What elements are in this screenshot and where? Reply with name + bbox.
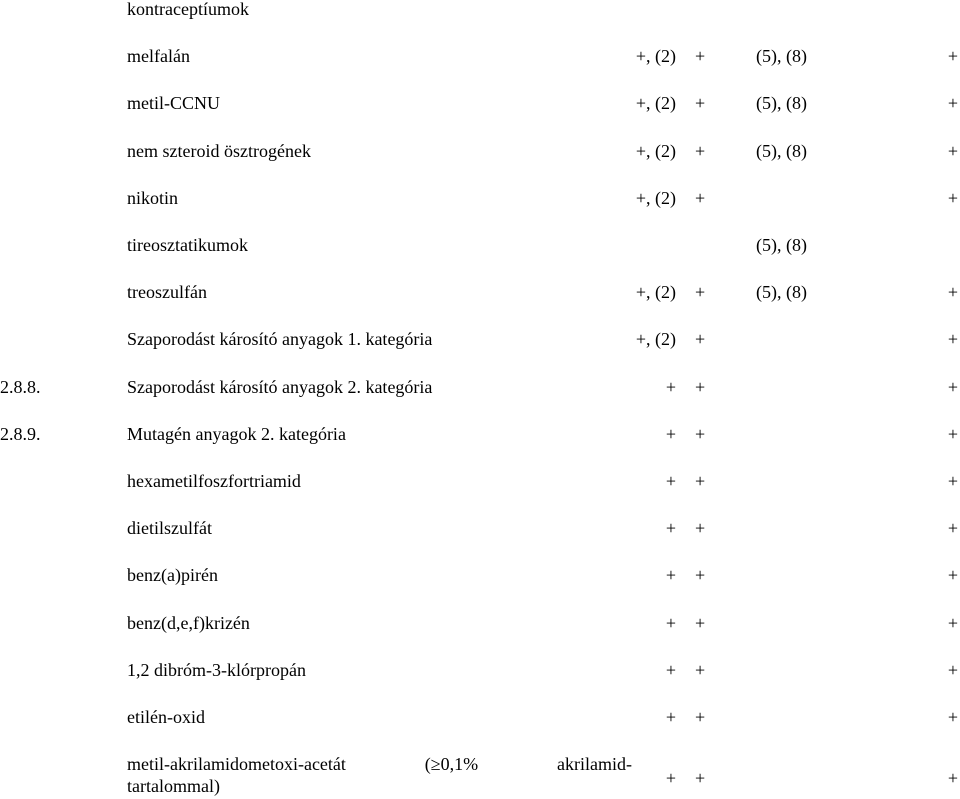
row-name: hexametilfoszfortriamid bbox=[127, 471, 301, 491]
table-row bbox=[0, 232, 960, 258]
row-number: 2.8.9. bbox=[0, 424, 41, 444]
col2-cell: + bbox=[695, 93, 706, 113]
col4-cell: + bbox=[947, 188, 958, 208]
col4-cell: + bbox=[947, 282, 958, 302]
row-name: 1,2 dibróm-3-klórpropán bbox=[127, 660, 306, 680]
row-name: etilén-oxid bbox=[127, 707, 205, 727]
row-name: melfalán bbox=[127, 46, 190, 66]
table-row bbox=[0, 279, 960, 305]
col4-cell: + bbox=[947, 768, 958, 788]
col1-cell: + bbox=[665, 768, 676, 788]
col1-cell: + bbox=[665, 707, 676, 727]
col1-cell: + bbox=[665, 613, 676, 633]
row-name: metil-CCNU bbox=[127, 93, 220, 113]
col2-cell: + bbox=[695, 768, 706, 788]
col1-cell: +, (2) bbox=[635, 93, 676, 113]
col2-cell: + bbox=[695, 377, 706, 397]
col4-cell: + bbox=[947, 424, 958, 444]
table-row bbox=[0, 704, 960, 730]
row-name: benz(a)pirén bbox=[127, 565, 218, 585]
row-name: nikotin bbox=[127, 188, 179, 208]
col4-cell: + bbox=[947, 329, 958, 349]
col3-cell: (5), (8) bbox=[756, 282, 807, 302]
table-row bbox=[0, 562, 960, 588]
col4-cell: + bbox=[947, 707, 958, 727]
col4-cell: + bbox=[947, 141, 958, 161]
table-row bbox=[0, 468, 960, 494]
col2-cell: + bbox=[695, 141, 706, 161]
table-row bbox=[0, 657, 960, 683]
col2-cell: + bbox=[695, 188, 706, 208]
col1-cell: +, (2) bbox=[635, 141, 676, 161]
table-row bbox=[0, 753, 960, 799]
col3-cell: (5), (8) bbox=[756, 46, 807, 66]
col1-cell: + bbox=[665, 377, 676, 397]
row-name: tireosztatikumok bbox=[127, 235, 248, 255]
row-name: Mutagén anyagok 2. kategória bbox=[127, 424, 346, 444]
name-part: (≥0,1% bbox=[424, 754, 479, 774]
col3-cell: (5), (8) bbox=[756, 235, 807, 255]
col3-cell: (5), (8) bbox=[756, 141, 807, 161]
col3-cell: (5), (8) bbox=[756, 93, 807, 113]
table-row bbox=[0, 326, 960, 352]
table-row bbox=[0, 0, 960, 22]
col1-cell: + bbox=[665, 518, 676, 538]
col4-cell: + bbox=[947, 46, 958, 66]
col2-cell: + bbox=[695, 282, 706, 302]
col4-cell: + bbox=[947, 377, 958, 397]
table-row bbox=[0, 138, 960, 164]
col1-cell: +, (2) bbox=[635, 329, 676, 349]
col2-cell: + bbox=[695, 565, 706, 585]
row-name: Szaporodást károsító anyagok 2. kategória bbox=[127, 377, 433, 397]
name-part: tartalommal) bbox=[127, 776, 220, 796]
table-row bbox=[0, 374, 960, 400]
row-name: Szaporodást károsító anyagok 1. kategória bbox=[127, 329, 433, 349]
col1-cell: +, (2) bbox=[635, 46, 676, 66]
row-number: 2.8.8. bbox=[0, 377, 41, 397]
col1-cell: +, (2) bbox=[635, 188, 676, 208]
col2-cell: + bbox=[695, 471, 706, 491]
row-name: nem szteroid ösztrogének bbox=[127, 141, 311, 161]
table-row bbox=[0, 43, 960, 69]
col2-cell: + bbox=[695, 707, 706, 727]
name-part: akrilamid- bbox=[557, 754, 632, 774]
row-name: dietilszulfát bbox=[127, 518, 212, 538]
col4-cell: + bbox=[947, 93, 958, 113]
col2-cell: + bbox=[695, 518, 706, 538]
row-name bbox=[127, 753, 632, 797]
col1-cell: + bbox=[665, 471, 676, 491]
table-row bbox=[0, 90, 960, 116]
col2-cell: + bbox=[695, 424, 706, 444]
col1-cell: + bbox=[665, 565, 676, 585]
col4-cell: + bbox=[947, 565, 958, 585]
table-row bbox=[0, 185, 960, 211]
table-row bbox=[0, 610, 960, 636]
col2-cell: + bbox=[695, 329, 706, 349]
col1-cell: + bbox=[665, 660, 676, 680]
col1-cell: + bbox=[665, 424, 676, 444]
col1-cell: +, (2) bbox=[635, 282, 676, 302]
col2-cell: + bbox=[695, 46, 706, 66]
col4-cell: + bbox=[947, 660, 958, 680]
col2-cell: + bbox=[695, 613, 706, 633]
col4-cell: + bbox=[947, 471, 958, 491]
row-name: kontraceptíumok bbox=[127, 0, 249, 19]
col4-cell: + bbox=[947, 613, 958, 633]
col2-cell: + bbox=[695, 660, 706, 680]
table-row bbox=[0, 421, 960, 447]
row-name: benz(d,e,f)krizén bbox=[127, 613, 250, 633]
name-part: metil-akrilamidometoxi-acetát bbox=[127, 754, 346, 774]
col4-cell: + bbox=[947, 518, 958, 538]
row-name: treoszulfán bbox=[127, 282, 207, 302]
table-row bbox=[0, 515, 960, 541]
